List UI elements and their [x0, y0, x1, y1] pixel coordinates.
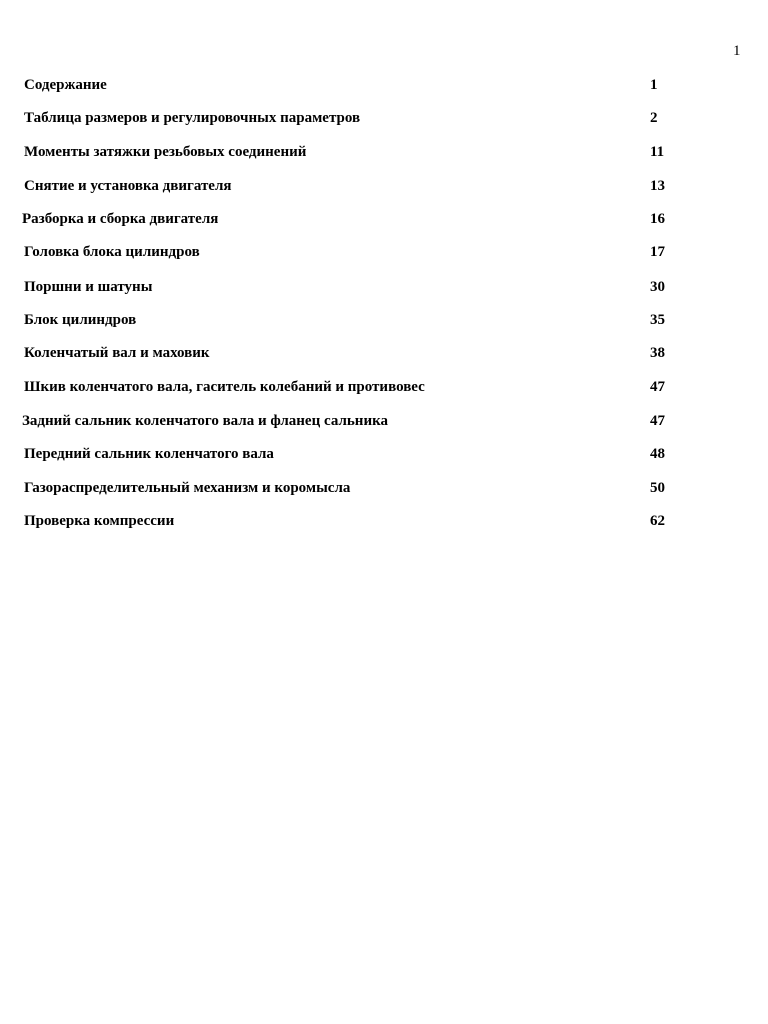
toc-entry-page: 16: [650, 211, 665, 227]
toc-row: [0, 242, 768, 262]
toc-entry-page: 1: [650, 77, 658, 93]
toc-entry-title: Таблица размеров и регулировочных параметров: [24, 110, 361, 126]
toc-row: [0, 377, 768, 397]
toc-row: [0, 343, 768, 363]
toc-entry-title: Проверка компрессии: [24, 513, 175, 529]
toc-entry-title: Разборка и сборка двигателя: [22, 211, 219, 227]
toc-row: [0, 478, 768, 498]
toc-entry-page: 47: [650, 379, 665, 395]
toc-row: [0, 444, 768, 464]
toc-entry-page: 35: [650, 312, 665, 328]
toc-entry-title: Головка блока цилиндров: [24, 244, 200, 260]
toc-entry-title: Содержание: [24, 77, 107, 93]
toc-entry-page: 17: [650, 244, 665, 260]
toc-entry-title: Передний сальник коленчатого вала: [24, 446, 274, 462]
toc-row: [0, 310, 768, 330]
toc-row: [0, 411, 768, 431]
toc-entry-title: Моменты затяжки резьбовых соединений: [24, 144, 307, 160]
toc-entry-page: 38: [650, 345, 665, 361]
toc-entry-title: Шкив коленчатого вала, гаситель колебаний и противовес: [24, 379, 425, 395]
toc-entry-title: Газораспределительный механизм и коромысла: [24, 480, 351, 496]
toc-entry-page: 62: [650, 513, 665, 529]
toc-row: [0, 511, 768, 531]
toc-entry-title: Поршни и шатуны: [24, 279, 153, 295]
toc-row: [0, 108, 768, 128]
toc-row: [0, 142, 768, 162]
toc-row: [0, 176, 768, 196]
toc-entry-title: Коленчатый вал и маховик: [24, 345, 210, 361]
toc-entry-page: 11: [650, 144, 665, 160]
toc-entry-title: Блок цилиндров: [24, 312, 137, 328]
toc-entry-page: 2: [650, 110, 658, 126]
toc-entry-page: 30: [650, 279, 665, 295]
toc-entry-page: 50: [650, 480, 665, 496]
page-number: 1: [733, 43, 741, 59]
toc-entry-page: 48: [650, 446, 665, 462]
toc-entry-page: 13: [650, 178, 665, 194]
toc-row: [0, 75, 768, 95]
toc-row: [0, 277, 768, 297]
toc-entry-title: Снятие и установка двигателя: [24, 178, 232, 194]
toc-row: [0, 209, 768, 229]
toc-entry-title: Задний сальник коленчатого вала и фланец сальника: [22, 413, 388, 429]
toc-entry-page: 47: [650, 413, 665, 429]
